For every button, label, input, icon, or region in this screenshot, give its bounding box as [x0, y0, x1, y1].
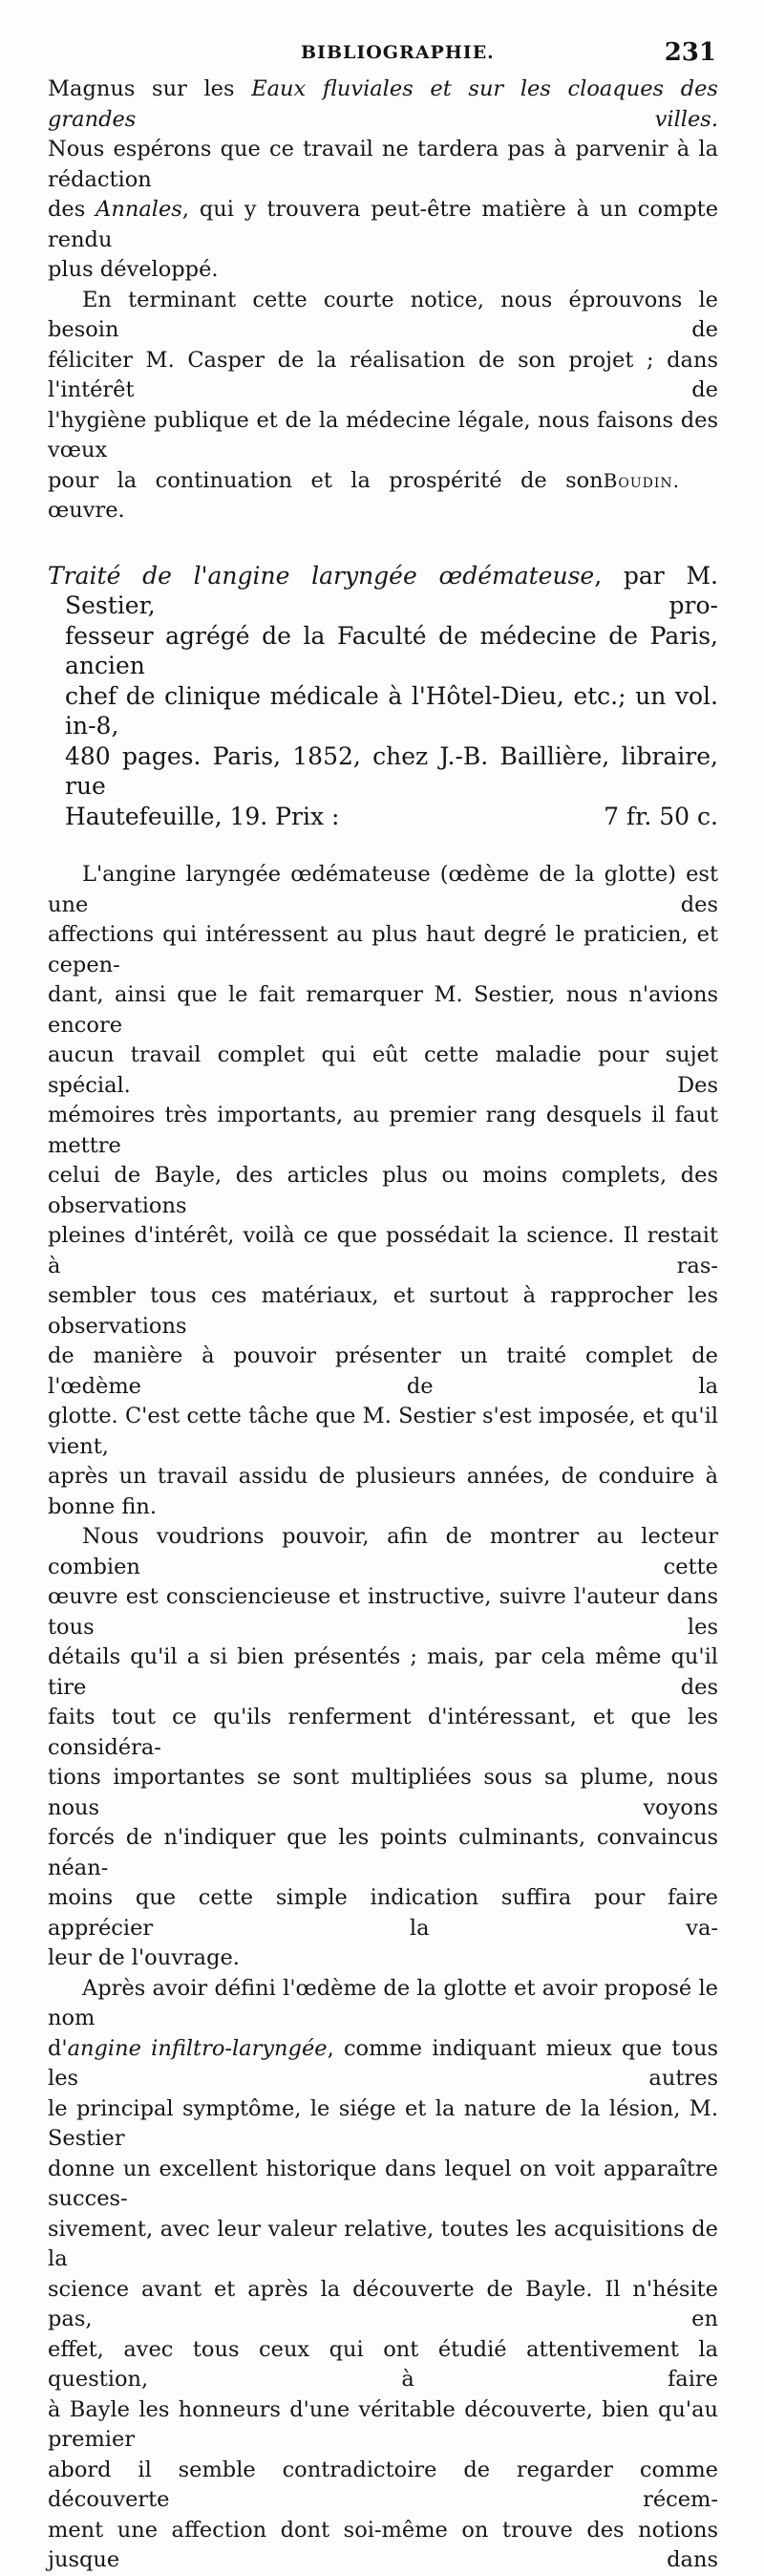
text-line: détails qu'il a si bien présentés ; mais, par cela même qu'il tire des — [48, 1644, 718, 1700]
book-line: 480 pages. Paris, 1852, chez J.-B. Baillière, libraire, rue — [65, 741, 718, 800]
text-line: plus développé. — [48, 257, 219, 282]
text-line: à Bayle les honneurs d'une véritable découverte, bien qu'au premier — [48, 2396, 718, 2452]
text-line: celui de Bayle, des articles plus ou moins complets, des observations — [48, 1163, 718, 1218]
review-paragraph-3 — [48, 1974, 718, 2576]
book-title-line: Traité de l'angine laryngée œdémateuse, par M. Sestier, pro- — [48, 561, 718, 619]
text-line: œuvre est consciencieuse et instructive, suivre l'auteur dans tous les — [48, 1584, 718, 1640]
text-line: glotte. C'est cette tâche que M. Sestier s'est imposée, et qu'il vient, — [48, 1404, 718, 1459]
text-line: En terminant cette courte notice, nous éprouvons le besoin de — [48, 287, 718, 342]
text-line: forcés de n'indiquer que les points culminants, convaincus néan- — [48, 1825, 718, 1880]
book-line: chef de clinique médicale à l'Hôtel-Dieu, etc.; un vol. in-8, — [65, 681, 718, 740]
review-paragraph-2 — [48, 1522, 718, 1974]
text-line: L'angine laryngée œdémateuse (œdème de la glotte) est une des — [48, 862, 718, 917]
book-price: 7 fr. 50 c. — [604, 802, 718, 830]
running-title: BIBLIOGRAPHIE. — [301, 42, 495, 63]
book-title: Traité de l'angine laryngée œdémateuse — [48, 561, 595, 590]
text-line: mémoires très importants, au premier rang desquels il faut mettre — [48, 1103, 718, 1158]
signature: Boudin. — [603, 468, 680, 492]
text-line: d'angine infiltro-laryngée, comme indiquant mieux que tous les autres — [48, 2035, 718, 2091]
text-line: donne un excellent historique dans lequel on voit apparaître succes- — [48, 2156, 718, 2211]
page-header — [48, 36, 718, 75]
text-line: pleines d'intérêt, voilà ce que possédait la science. Il restait à ras- — [48, 1223, 718, 1278]
text-line: des Annales, qui y trouvera peut-être matière à un compte rendu — [48, 197, 719, 252]
text-line: Nous espérons que ce travail ne tardera pas à parvenir à la rédaction — [48, 137, 718, 192]
book-line: Hautefeuille, 19. Prix : — [65, 802, 340, 830]
text-line: pour la continuation et la prospérité de son œuvre. — [48, 467, 604, 523]
text-line: de manière à pouvoir présenter un traité complet de l'œdème de la — [48, 1343, 718, 1399]
text-line: moins que cette simple indication suffira pour faire apprécier la va- — [48, 1885, 718, 1941]
italic-term: angine infiltro-laryngée — [67, 2035, 328, 2061]
text-line: abord il semble contradictoire de regarder comme découverte récem- — [48, 2457, 718, 2512]
text-line: tions importantes se sont multipliées sous sa plume, nous nous voyons — [48, 1765, 718, 1820]
text-line: sembler tous ces matériaux, et surtout à rapprocher les observations — [48, 1283, 718, 1339]
review-paragraph-1 — [48, 860, 718, 1522]
text-line: science avant et après la découverte de Bayle. Il n'hésite pas, en — [48, 2276, 718, 2331]
closing-line — [48, 466, 718, 526]
text-line: effet, avec tous ceux qui ont étudié attentivement la question, à faire — [48, 2336, 718, 2392]
text-line: ment une affection dont soi-même on trouve des notions jusque dans — [48, 2517, 718, 2572]
text-line: après un travail assidu de plusieurs années, de conduire à bonne fin. — [48, 1464, 718, 1519]
text-line: aucun travail complet qui eût cette maladie pour sujet spécial. Des — [48, 1042, 718, 1098]
book-line: fesseur agrégé de la Faculté de médecine de Paris, ancien — [65, 621, 718, 679]
text-line: faits tout ce qu'ils renferment d'intéressant, et que les considéra- — [48, 1705, 718, 1760]
text-line: Après avoir défini l'œdème de la glotte et avoir proposé le nom — [48, 1975, 718, 2030]
text-line: féliciter M. Casper de la réalisation de son projet ; dans l'intérêt de — [48, 347, 718, 402]
text-line: Nous voudrions pouvoir, afin de montrer au lecteur combien cette — [48, 1524, 718, 1579]
previous-review-ending — [48, 75, 718, 526]
text-line: dant, ainsi que le fait remarquer M. Sestier, nous n'avions encore — [48, 982, 718, 1038]
text-line: Magnus sur les Eaux fluviales et sur les cloaques des grandes villes. — [48, 76, 718, 132]
text-line: le principal symptôme, le siége et la nature de la lésion, M. Sestier — [48, 2095, 718, 2151]
book-price-line — [48, 802, 718, 832]
text-line: affections qui intéressent au plus haut degré le praticien, et cepen- — [48, 922, 718, 977]
text-line: sivement, avec leur valeur relative, toutes les acquisitions de la — [48, 2216, 718, 2271]
page-number: 231 — [664, 38, 716, 67]
text-line: leur de l'ouvrage. — [48, 1945, 240, 1970]
text-line: l'hygiène publique et de la médecine légale, nous faisons des vœux — [48, 407, 718, 462]
book-entry — [48, 561, 718, 832]
